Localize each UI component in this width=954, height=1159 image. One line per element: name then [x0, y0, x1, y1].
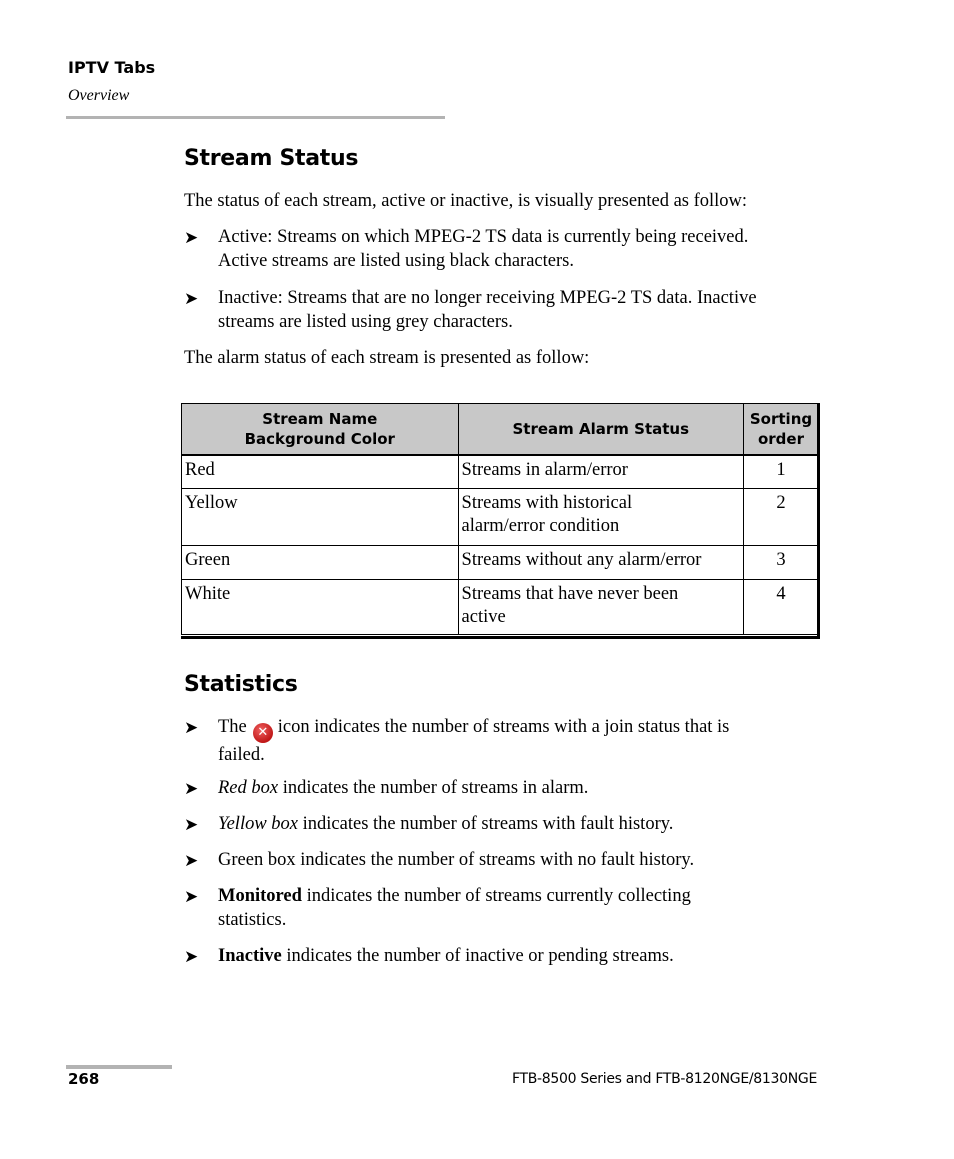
arrow-bullet-icon: ➤ — [184, 228, 199, 247]
alarm-status-table — [181, 403, 819, 635]
table-row — [182, 580, 819, 635]
statistics-heading: Statistics — [184, 672, 298, 697]
table-row — [182, 456, 819, 489]
arrow-bullet-icon: ➤ — [184, 851, 199, 870]
table-row — [182, 489, 819, 546]
cell-order: 4 — [743, 580, 818, 635]
arrow-bullet-icon: ➤ — [184, 289, 199, 308]
bullet-monitored: ➤ Monitored indicates the number of streams currently collecting statistics. — [184, 886, 691, 930]
stream-status-heading: Stream Status — [184, 146, 359, 171]
header-background-color: Stream Name Background Color — [182, 404, 459, 455]
arrow-bullet-icon: ➤ — [184, 947, 199, 966]
header-rule — [66, 116, 445, 119]
stream-status-intro: The status of each stream, active or inactive, is visually presented as follow: — [184, 191, 748, 211]
footer-rule — [66, 1065, 172, 1069]
alarm-status-intro: The alarm status of each stream is presented as follow: — [184, 348, 590, 368]
table-shadow-right — [817, 403, 820, 639]
cell-order: 2 — [743, 489, 818, 546]
bullet-green-box: ➤ Green box indicates the number of streams with no fault history. — [184, 848, 824, 872]
bullet-inactive: ➤ Inactive: Streams that are no longer receiving MPEG-2 TS data. Inactive streams are listed using grey characters. — [184, 288, 757, 332]
bullet-active: ➤ Active: Streams on which MPEG-2 TS data is currently being received. Active streams are listed using black characters. — [184, 227, 749, 271]
arrow-bullet-icon: ➤ — [184, 779, 199, 798]
running-header-subsection: Overview — [68, 87, 130, 104]
cell-status: Streams that have never been active — [458, 580, 743, 635]
arrow-bullet-icon: ➤ — [184, 815, 199, 834]
header-sorting-order: Sorting order — [743, 404, 818, 455]
document-title: FTB-8500 Series and FTB-8120NGE/8130NGE — [511, 1071, 817, 1087]
cell-color: Yellow — [182, 489, 459, 546]
page-number: 268 — [68, 1070, 100, 1088]
header-alarm-status: Stream Alarm Status — [458, 404, 743, 455]
table-header-row — [182, 404, 819, 455]
cell-order: 3 — [743, 546, 818, 580]
stream-status-section — [184, 146, 824, 171]
arrow-bullet-icon: ➤ — [184, 887, 199, 906]
table-shadow-bottom — [181, 636, 820, 639]
cell-color: Green — [182, 546, 459, 580]
arrow-bullet-icon: ➤ — [184, 718, 199, 737]
bullet-yellow-box: ➤ Yellow box indicates the number of streams with fault history. — [184, 812, 824, 836]
cell-color: Red — [182, 456, 459, 489]
cell-color: White — [182, 580, 459, 635]
bullet-join-failed: ➤ The ✕ icon indicates the number of streams with a join status that is failed. — [184, 717, 730, 765]
cell-status: Streams without any alarm/error — [458, 546, 743, 580]
cell-status: Streams in alarm/error — [458, 456, 743, 489]
running-header-section: IPTV Tabs — [68, 58, 156, 77]
bullet-inactive-count: ➤ Inactive indicates the number of inactive or pending streams. — [184, 944, 824, 968]
error-x-icon: ✕ — [253, 723, 273, 743]
table-row — [182, 546, 819, 580]
bullet-red-box: ➤ Red box indicates the number of streams in alarm. — [184, 776, 824, 800]
cell-order: 1 — [743, 456, 818, 489]
cell-status: Streams with historical alarm/error condition — [458, 489, 743, 546]
